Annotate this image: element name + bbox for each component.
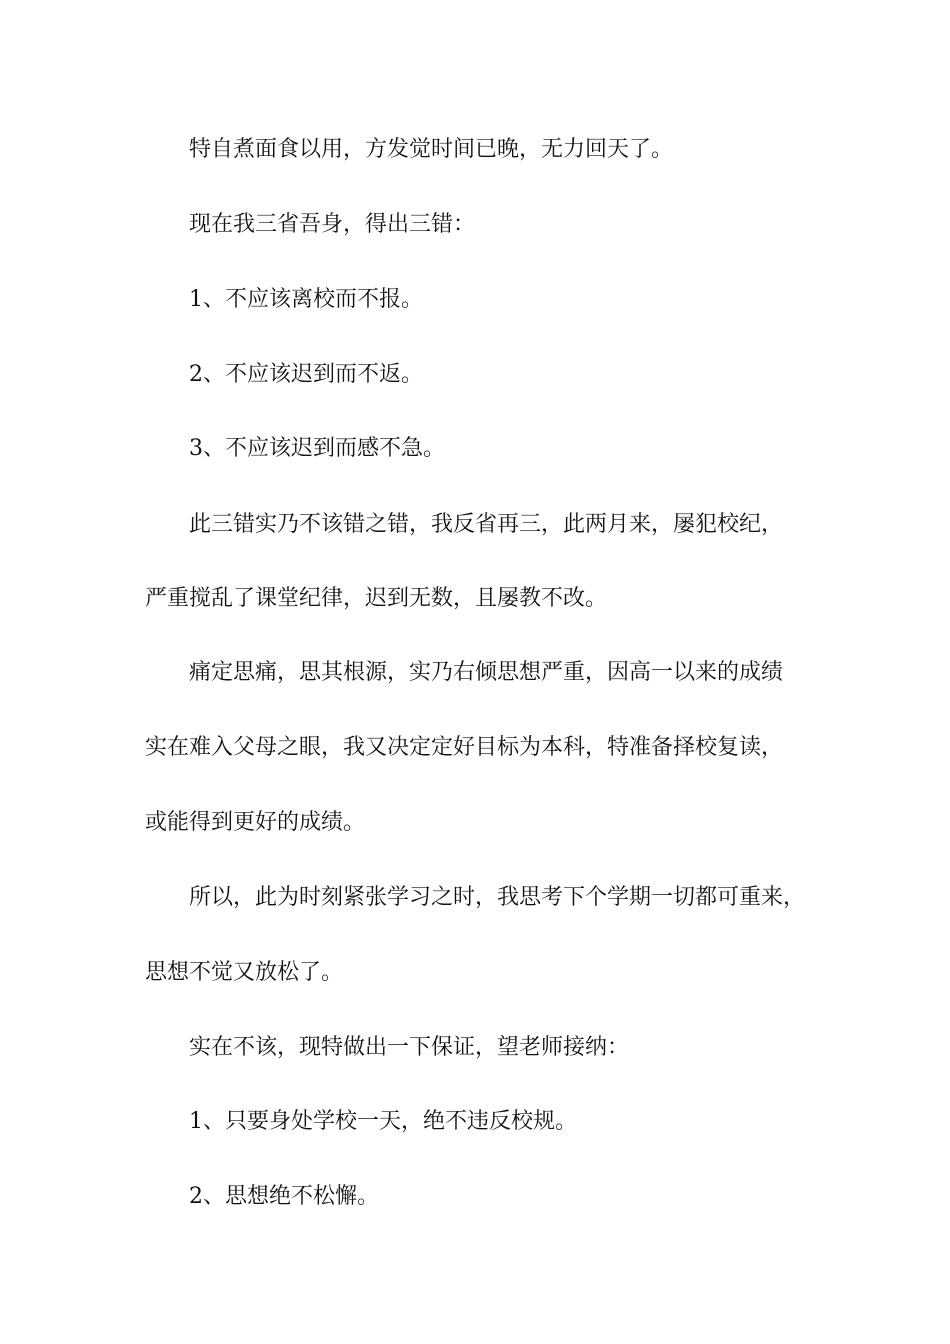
text-line: 现在我三省吾身，得出三错：: [189, 212, 476, 237]
text-line: 实在难入父母之眼，我又决定定好目标为本科，特准备择校复读，: [145, 735, 784, 760]
text-line: 痛定思痛，思其根源，实乃右倾思想严重，因高一以来的成绩: [189, 660, 784, 685]
text-line: 特自煮面食以用，方发觉时间已晚，无力回天了。: [189, 137, 674, 162]
text-line: 所以，此为时刻紧张学习之时，我思考下个学期一切都可重来，: [189, 885, 806, 910]
text-line: 1、不应该离校而不报。: [189, 287, 423, 312]
text-line: 2、不应该迟到而不返。: [189, 362, 423, 387]
text-line: 实在不该，现特做出一下保证，望老师接纳：: [189, 1035, 630, 1060]
text-line: 2、思想绝不松懈。: [189, 1184, 379, 1209]
text-line: 1、只要身处学校一天，绝不违反校规。: [189, 1109, 577, 1134]
text-line: 思想不觉又放松了。: [145, 960, 344, 985]
text-line: 3、不应该迟到而感不急。: [189, 436, 445, 461]
text-line: 严重搅乱了课堂纪律，迟到无数，且屡教不改。: [145, 586, 608, 611]
text-line: 或能得到更好的成绩。: [145, 810, 366, 835]
text-line: 此三错实乃不该错之错，我反省再三，此两月来，屡犯校纪，: [189, 512, 784, 537]
